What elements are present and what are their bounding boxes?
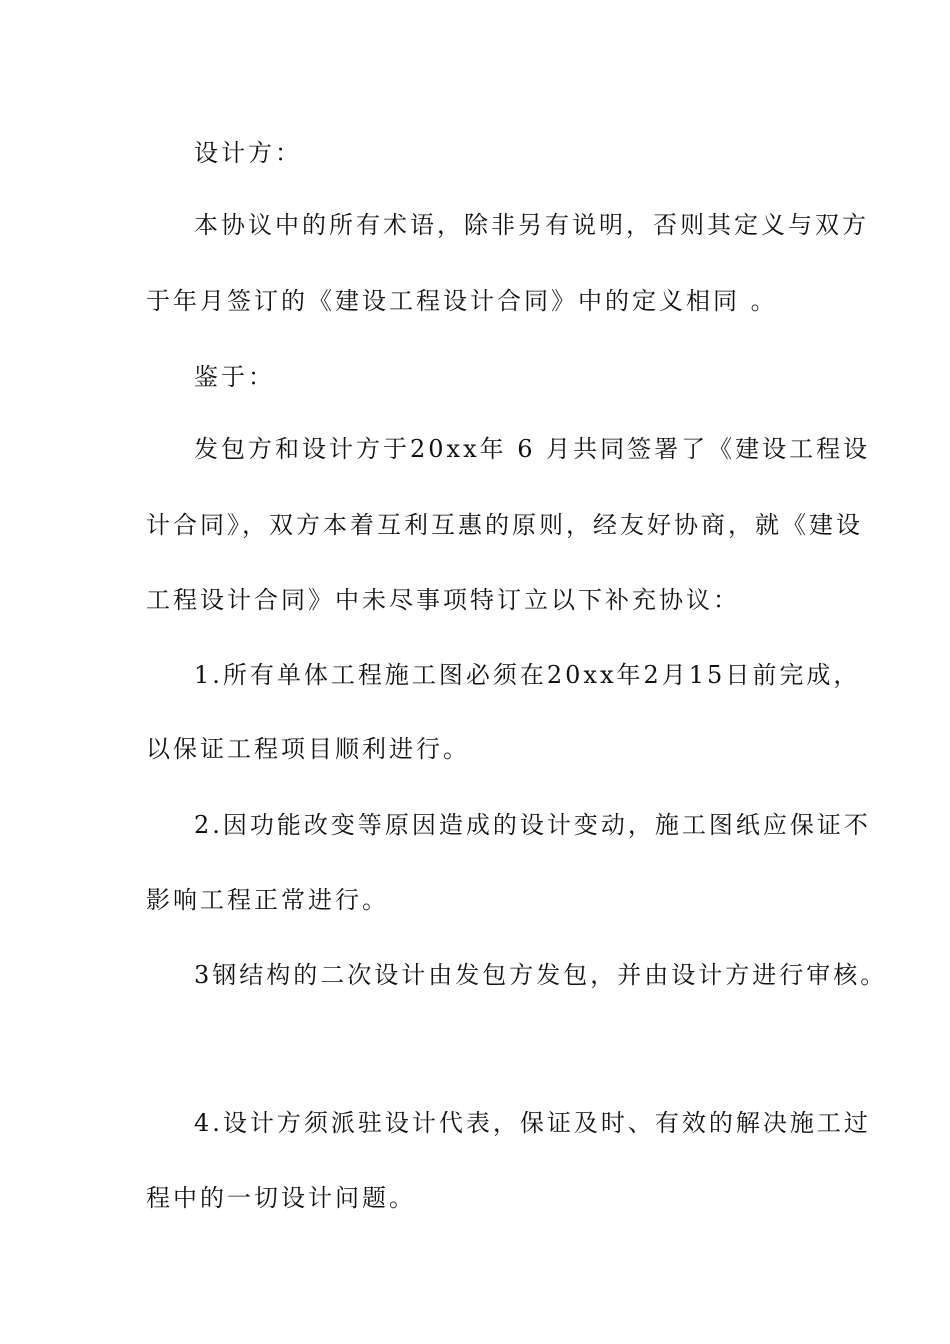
whereas-paragraph-line-3: 工程设计合同》中未尽事项特订立以下补充协议：: [146, 586, 740, 614]
clause-3-line-1: 3钢结构的二次设计由发包方发包，并由设计方进行审核。: [194, 961, 888, 989]
whereas-paragraph-line-2: 计合同》，双方本着互利互惠的原则，经友好协商，就《建设: [146, 511, 863, 539]
clause-2-line-1: 2.因功能改变等原因造成的设计变动，施工图纸应保证不: [194, 811, 871, 839]
clause-2-line-2: 影响工程正常进行。: [146, 886, 389, 914]
whereas-label: 鉴于：: [194, 363, 275, 391]
clause-1-line-1: 1.所有单体工程施工图必须在20xx年2月15日前完成，: [194, 661, 861, 689]
designer-label: 设计方：: [194, 139, 302, 167]
clause-4-line-2: 程中的一切设计问题。: [146, 1184, 416, 1212]
whereas-paragraph-line-1: 发包方和设计方于20xx年 6 月共同签署了《建设工程设: [194, 435, 871, 463]
clause-4-line-1: 4.设计方须派驻设计代表，保证及时、有效的解决施工过: [194, 1109, 871, 1137]
clause-1-line-2: 以保证工程项目顺利进行。: [146, 735, 470, 763]
terms-paragraph-line-1: 本协议中的所有术语，除非另有说明，否则其定义与双方: [194, 211, 869, 239]
terms-paragraph-line-2: 于年月签订的《建设工程设计合同》中的定义相同 。: [146, 287, 778, 315]
